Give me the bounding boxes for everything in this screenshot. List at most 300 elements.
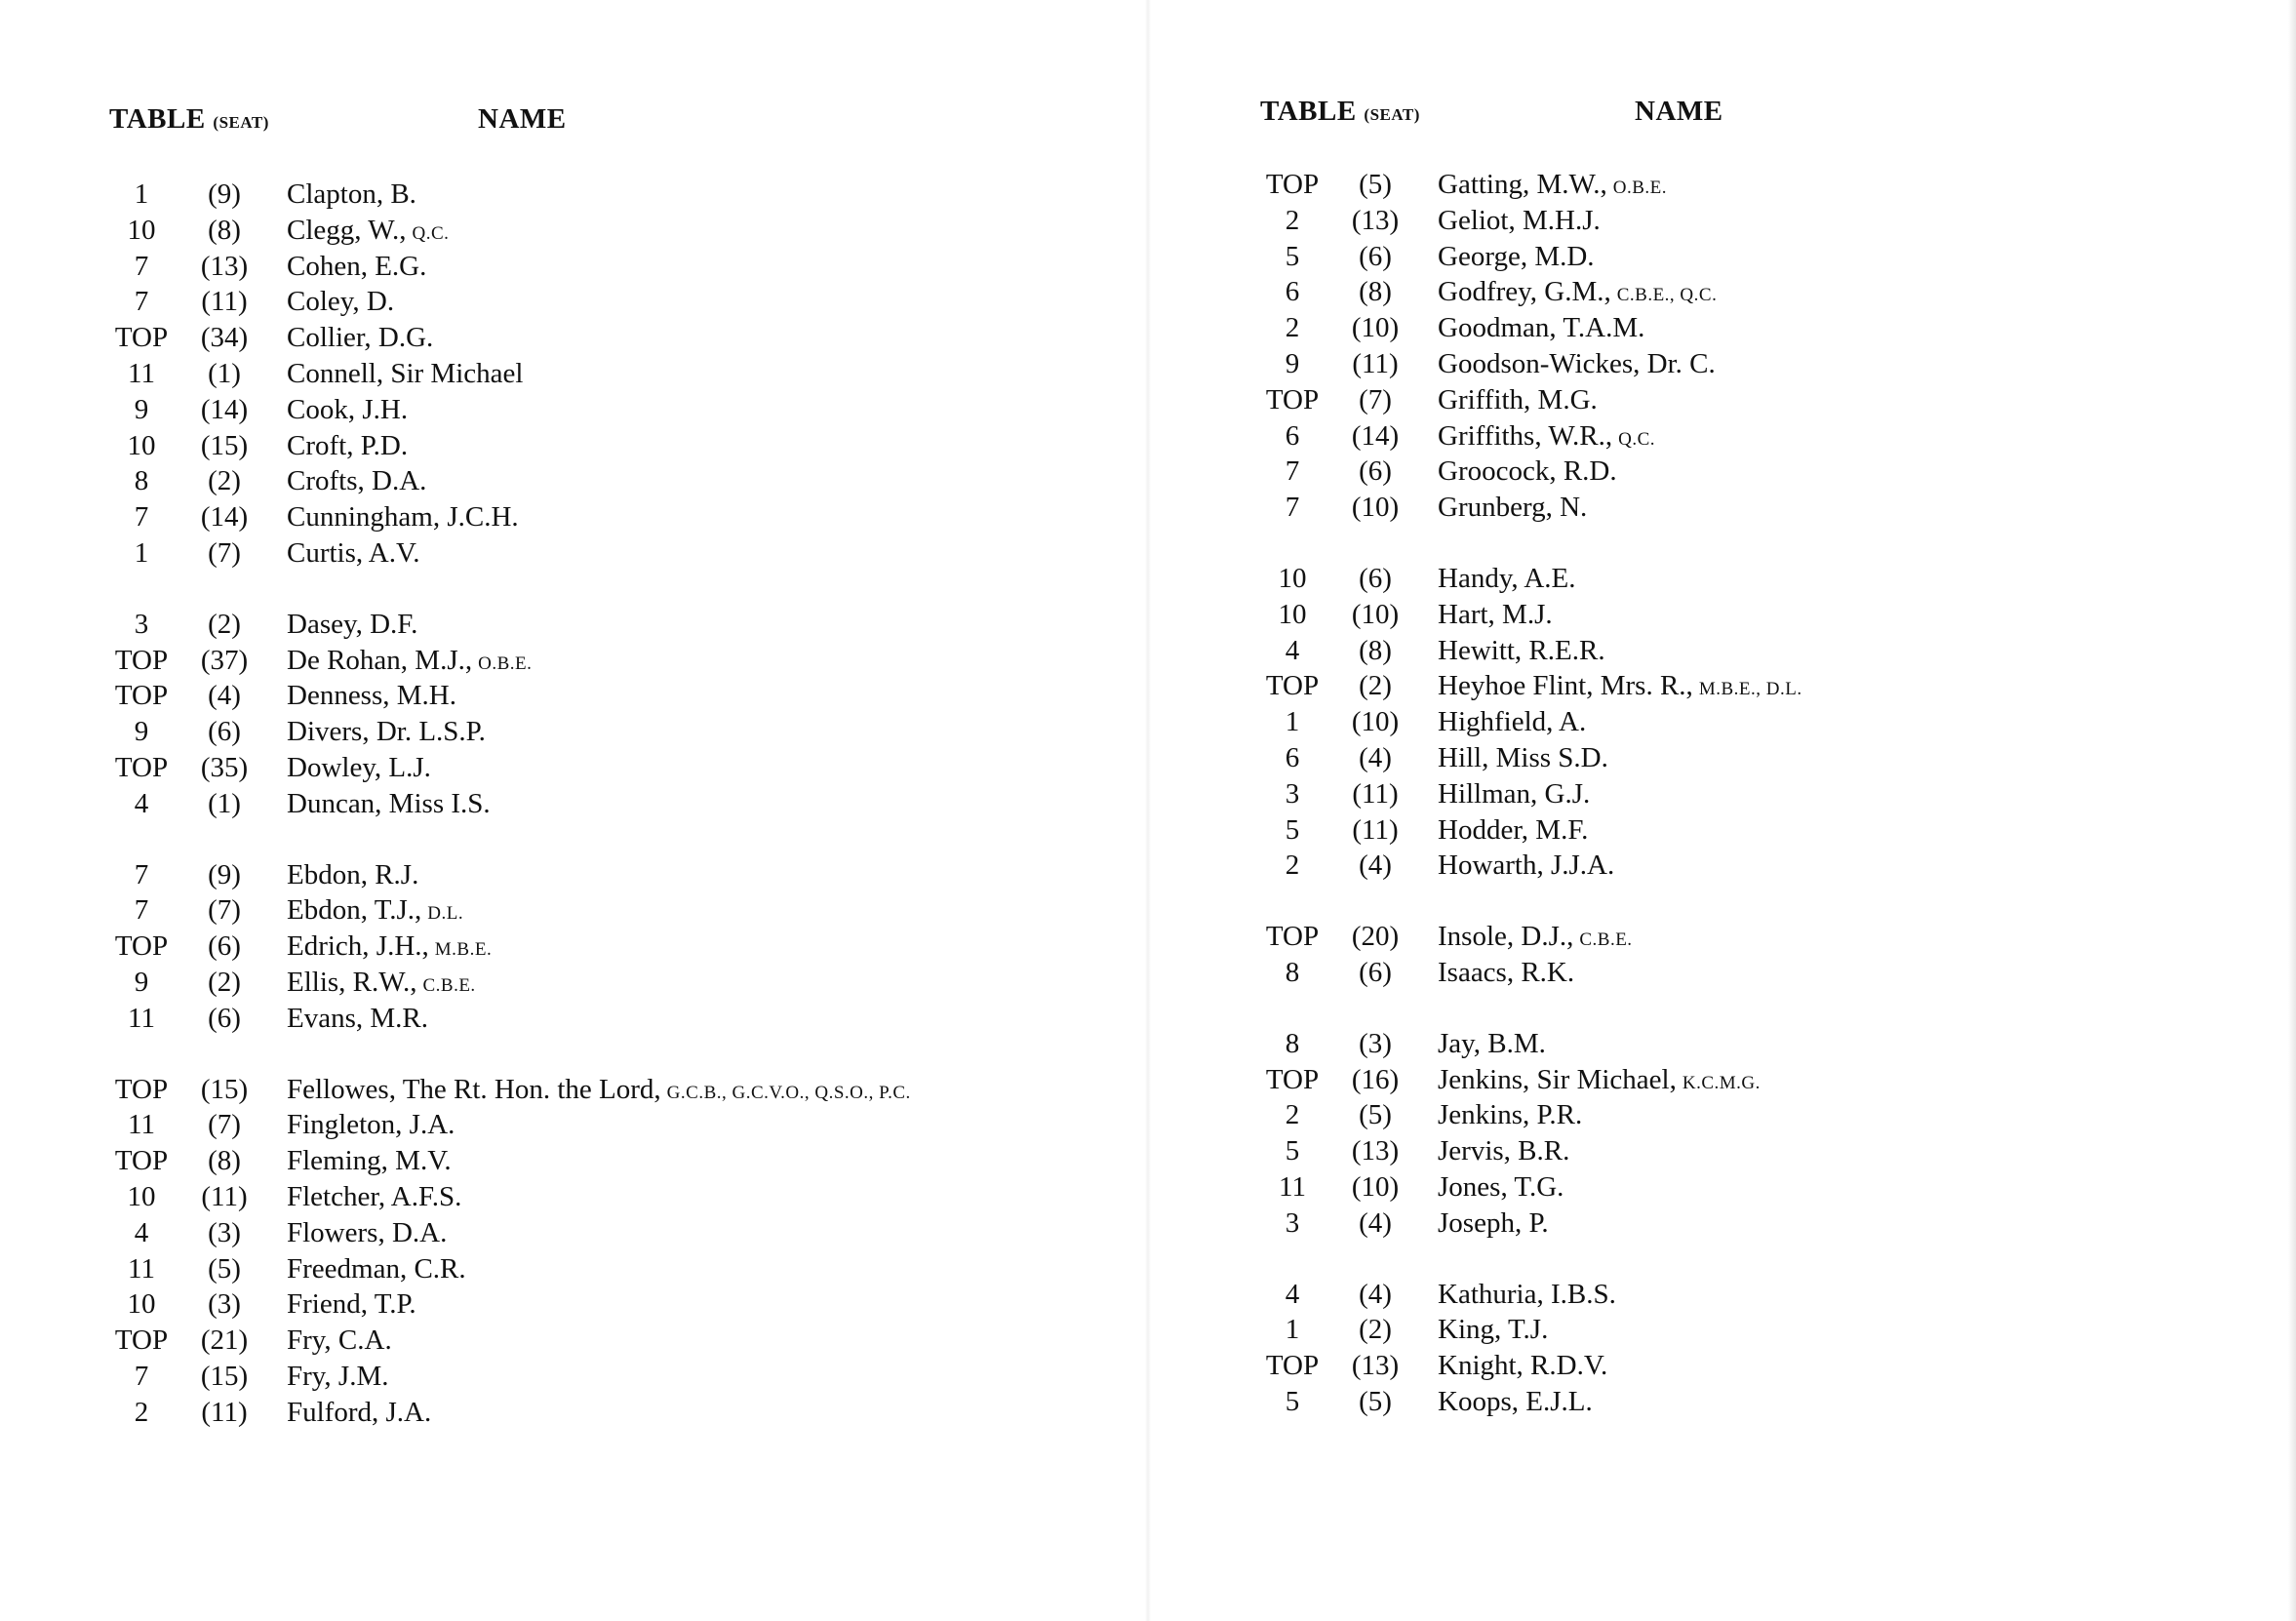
table-header: TABLE <box>1260 96 1357 127</box>
guest-name: Ebdon, T.J., <box>287 894 422 927</box>
guest-row <box>98 1001 1131 1037</box>
guest-name-cell <box>1438 561 1576 597</box>
guest-row <box>98 177 1131 213</box>
seat-number: (6) <box>208 716 241 748</box>
guest-honours: D.L. <box>427 903 464 925</box>
seat-number: (13) <box>1351 1350 1400 1382</box>
table-number: 1 <box>1285 1314 1300 1346</box>
seat-number: (10) <box>1351 312 1400 344</box>
guest-name: Clegg, W., <box>287 214 407 246</box>
seat-number: (13) <box>1351 1135 1400 1167</box>
guest-name: Fulford, J.A. <box>287 1396 432 1428</box>
seat-number: (1) <box>208 787 241 819</box>
guest-name: Denness, M.H. <box>287 680 456 712</box>
guest-name: Kathuria, I.B.S. <box>1438 1278 1616 1310</box>
guest-row <box>98 1179 1131 1215</box>
guest-row <box>1248 1133 2263 1169</box>
guest-row <box>1248 274 2263 310</box>
seat-number: (4) <box>1359 850 1392 882</box>
guest-row <box>98 965 1131 1001</box>
guest-name-cell <box>287 356 523 392</box>
guest-name-cell <box>1438 848 1614 884</box>
guest-row <box>1248 1169 2263 1206</box>
seat-number: (13) <box>200 250 249 282</box>
guest-name: King, T.J. <box>1438 1314 1549 1346</box>
guest-name: Ellis, R.W., <box>287 966 417 998</box>
table-number: 11 <box>128 1002 155 1034</box>
guest-name: George, M.D. <box>1438 240 1595 272</box>
guest-row <box>1248 1062 2263 1098</box>
guest-row <box>1248 633 2263 669</box>
guest-honours: C.B.E. <box>1579 929 1633 951</box>
table-number: 4 <box>1285 634 1300 666</box>
seat-number: (3) <box>208 1288 241 1321</box>
seat-number: (7) <box>208 894 241 927</box>
seat-number: (10) <box>1351 598 1400 630</box>
guest-name: Hillman, G.J. <box>1438 777 1591 810</box>
table-number: 2 <box>134 1396 149 1428</box>
guest-name: Fingleton, J.A. <box>287 1109 455 1141</box>
guest-name: Hodder, M.F. <box>1438 813 1589 846</box>
guest-row <box>1248 740 2263 776</box>
table-number: 8 <box>134 465 149 497</box>
table-number: TOP <box>114 680 169 712</box>
guest-name: Groocock, R.D. <box>1438 455 1617 488</box>
seat-number: (20) <box>1351 921 1400 953</box>
guest-row <box>1248 490 2263 526</box>
table-number: 6 <box>1285 741 1300 773</box>
table-number: 11 <box>128 1109 155 1141</box>
guest-name-cell <box>1438 310 1644 346</box>
guest-honours: C.B.E., Q.C. <box>1616 285 1718 306</box>
table-seat-header <box>109 103 269 136</box>
seat-number: (10) <box>1351 492 1400 524</box>
seat-number: (1) <box>208 357 241 389</box>
guest-row <box>98 1072 1131 1108</box>
guest-row <box>98 607 1131 643</box>
seat-number: (4) <box>1359 1278 1392 1310</box>
guest-name: Jay, B.M. <box>1438 1027 1546 1059</box>
right-page <box>1151 0 2282 1621</box>
guest-name-cell <box>287 714 486 750</box>
guest-name-cell <box>287 249 426 285</box>
guest-name-cell <box>287 607 417 643</box>
guest-row <box>98 678 1131 714</box>
guest-row <box>98 643 1131 679</box>
table-number: 8 <box>1285 956 1300 988</box>
guest-name: Jenkins, Sir Michael, <box>1438 1063 1677 1095</box>
guest-name-cell <box>287 786 491 822</box>
group-spacer <box>1248 884 2263 919</box>
guest-row <box>98 1286 1131 1323</box>
table-number: TOP <box>114 751 169 783</box>
seat-header: (SEAT) <box>1364 105 1420 124</box>
guest-name-cell <box>287 320 433 356</box>
guest-name: Jones, T.G. <box>1438 1170 1564 1203</box>
table-number: 5 <box>1285 240 1300 272</box>
seat-number: (7) <box>1359 383 1392 415</box>
table-number: 10 <box>127 1288 156 1321</box>
seat-number: (11) <box>1352 813 1399 846</box>
table-number: 8 <box>1285 1027 1300 1059</box>
guest-honours: O.B.E. <box>478 652 533 674</box>
guest-row <box>1248 919 2263 955</box>
table-number: 1 <box>1285 706 1300 738</box>
table-number: 2 <box>1285 1099 1300 1131</box>
table-number: TOP <box>1265 169 1320 200</box>
seat-number: (6) <box>1359 562 1392 594</box>
guest-name-cell <box>287 1323 392 1359</box>
guest-row <box>98 284 1131 320</box>
guest-name: Edrich, J.H., <box>287 930 429 963</box>
guest-name-cell <box>1438 955 1574 991</box>
guest-row <box>1248 776 2263 812</box>
guest-row <box>98 929 1131 965</box>
table-header: TABLE <box>109 103 206 135</box>
guest-name-cell <box>1438 1206 1549 1242</box>
seat-number: (7) <box>208 1109 241 1141</box>
guest-name-cell <box>287 892 463 932</box>
guest-name-cell <box>287 1286 416 1323</box>
seat-number: (10) <box>1351 706 1400 738</box>
guest-name-cell <box>1438 668 1802 708</box>
table-number: 9 <box>1285 347 1300 379</box>
guest-name-cell <box>1438 274 1717 314</box>
guest-name: Joseph, P. <box>1438 1206 1549 1239</box>
seat-number: (6) <box>1359 455 1392 488</box>
guest-name: Goodson-Wickes, Dr. C. <box>1438 347 1716 379</box>
guest-name: Grunberg, N. <box>1438 492 1588 524</box>
guest-name: Dowley, L.J. <box>287 751 431 783</box>
left-page <box>0 0 1145 1621</box>
guest-row <box>1248 454 2263 490</box>
seat-number: (14) <box>200 501 249 534</box>
guest-name-cell <box>287 1179 461 1215</box>
page-edge-shadow <box>2288 0 2296 1621</box>
guest-name: Gatting, M.W., <box>1438 169 1607 200</box>
guest-honours: M.B.E., D.L. <box>1698 679 1802 700</box>
guest-name-cell <box>287 643 532 683</box>
table-number: 4 <box>1285 1278 1300 1310</box>
guest-name-cell <box>1438 1062 1761 1102</box>
guest-name-cell <box>1438 1133 1569 1169</box>
guest-name-cell <box>287 678 456 714</box>
seat-number: (2) <box>1359 670 1392 702</box>
table-number: 5 <box>1285 813 1300 846</box>
seat-number: (16) <box>1351 1063 1400 1095</box>
guest-name-cell <box>1438 490 1587 526</box>
guest-name-cell <box>287 965 476 1005</box>
table-number: TOP <box>114 1073 169 1105</box>
table-number: 1 <box>134 178 149 210</box>
guest-row <box>1248 704 2263 740</box>
guest-row <box>1248 848 2263 884</box>
guest-name: Geliot, M.H.J. <box>1438 204 1601 236</box>
table-number: 4 <box>134 787 149 819</box>
guest-row <box>1248 1348 2263 1384</box>
table-number: 5 <box>1285 1135 1300 1167</box>
table-number: 11 <box>128 357 155 389</box>
guest-row <box>98 1251 1131 1287</box>
guest-name: Coley, D. <box>287 286 395 318</box>
seat-number: (8) <box>1359 276 1392 308</box>
table-number: 9 <box>134 966 149 998</box>
guest-name-cell <box>1438 1277 1616 1313</box>
seat-number: (2) <box>208 966 241 998</box>
seat-number: (15) <box>200 1360 249 1392</box>
table-number: 1 <box>134 536 149 569</box>
seat-number: (6) <box>208 930 241 963</box>
seat-number: (3) <box>208 1216 241 1248</box>
guest-name-cell <box>287 750 431 786</box>
guest-row <box>98 1215 1131 1251</box>
guest-name: Fletcher, A.F.S. <box>287 1180 462 1212</box>
table-number: TOP <box>1265 670 1320 702</box>
seat-number: (8) <box>1359 634 1392 666</box>
guest-name: Connell, Sir Michael <box>287 357 524 389</box>
guest-row <box>1248 1097 2263 1133</box>
guest-name-cell <box>1438 597 1553 633</box>
guest-name: Ebdon, R.J. <box>287 858 419 890</box>
guest-name: Insole, D.J., <box>1438 921 1574 953</box>
guest-name-cell <box>287 177 416 213</box>
guest-row <box>98 750 1131 786</box>
guest-row <box>1248 382 2263 418</box>
seat-number: (5) <box>1359 169 1392 200</box>
guest-row <box>98 786 1131 822</box>
guest-name-cell <box>287 1072 911 1112</box>
guest-name: Howarth, J.J.A. <box>1438 850 1615 882</box>
seat-number: (15) <box>200 429 249 461</box>
table-number: TOP <box>1265 383 1320 415</box>
table-number: 10 <box>127 1180 156 1212</box>
guest-name: Croft, P.D. <box>287 429 409 461</box>
guest-name: Isaacs, R.K. <box>1438 956 1575 988</box>
guest-name-cell <box>1438 167 1667 207</box>
guest-name: Godfrey, G.M., <box>1438 276 1611 308</box>
guest-name-cell <box>287 1251 466 1287</box>
guest-name-cell <box>287 857 418 893</box>
seat-number: (15) <box>200 1073 249 1105</box>
guest-name: Fellowes, The Rt. Hon. the Lord, <box>287 1073 661 1105</box>
guest-row <box>98 857 1131 893</box>
guest-row <box>98 1323 1131 1359</box>
guest-name: Hewitt, R.E.R. <box>1438 634 1605 666</box>
guest-row <box>98 320 1131 356</box>
guest-row <box>1248 561 2263 597</box>
guest-row <box>1248 812 2263 849</box>
table-number: 11 <box>128 1252 155 1285</box>
seat-number: (2) <box>208 608 241 640</box>
seat-number: (8) <box>208 214 241 246</box>
group-spacer <box>98 822 1131 857</box>
guest-name-cell <box>287 1359 388 1395</box>
guest-name: Evans, M.R. <box>287 1002 428 1034</box>
table-number: 7 <box>134 858 149 890</box>
guest-name-cell <box>1438 239 1595 275</box>
guest-name: Divers, Dr. L.S.P. <box>287 716 486 748</box>
guest-row <box>98 1395 1131 1431</box>
seat-number: (14) <box>200 393 249 425</box>
table-number: TOP <box>114 930 169 963</box>
guest-name: Heyhoe Flint, Mrs. R., <box>1438 670 1693 702</box>
guest-row <box>98 1359 1131 1395</box>
table-number: 3 <box>1285 777 1300 810</box>
seat-number: (5) <box>208 1252 241 1285</box>
guest-honours: C.B.E. <box>422 974 476 996</box>
guest-name-cell <box>1438 919 1633 959</box>
table-number: 9 <box>134 393 149 425</box>
guest-name-cell <box>1438 1169 1564 1206</box>
guest-name: Freedman, C.R. <box>287 1252 466 1285</box>
guest-name-cell <box>1438 1348 1607 1384</box>
seating-list <box>1248 167 2263 1420</box>
seat-number: (9) <box>208 858 241 890</box>
guest-row <box>98 535 1131 572</box>
guest-name: Cohen, E.G. <box>287 250 427 282</box>
guest-name-cell <box>287 499 519 535</box>
guest-row <box>98 892 1131 929</box>
guest-row <box>1248 668 2263 704</box>
guest-row <box>1248 239 2263 275</box>
guest-row <box>1248 167 2263 203</box>
table-number: 9 <box>134 716 149 748</box>
guest-row <box>98 1143 1131 1179</box>
name-header: NAME <box>478 103 567 135</box>
guest-row <box>1248 310 2263 346</box>
guest-row <box>1248 597 2263 633</box>
guest-name: Curtis, A.V. <box>287 536 420 569</box>
seat-number: (3) <box>1359 1027 1392 1059</box>
group-spacer <box>98 572 1131 607</box>
guest-row <box>98 1107 1131 1143</box>
guest-name: Cook, J.H. <box>287 393 409 425</box>
seat-number: (6) <box>1359 956 1392 988</box>
guest-name: De Rohan, M.J., <box>287 644 473 676</box>
guest-name-cell <box>287 463 426 499</box>
group-spacer <box>1248 991 2263 1026</box>
guest-name-cell <box>1438 776 1590 812</box>
table-number: TOP <box>1265 1350 1320 1382</box>
seat-number: (7) <box>208 536 241 569</box>
seat-number: (4) <box>1359 741 1392 773</box>
seat-number: (13) <box>1351 204 1400 236</box>
table-number: 7 <box>134 286 149 318</box>
guest-name: Hart, M.J. <box>1438 598 1553 630</box>
guest-name-cell <box>1438 1312 1548 1348</box>
seat-number: (11) <box>1352 347 1399 379</box>
table-number: 7 <box>134 1360 149 1392</box>
guest-row <box>1248 418 2263 455</box>
seat-number: (11) <box>1352 777 1399 810</box>
guest-row <box>98 463 1131 499</box>
guest-name: Hill, Miss S.D. <box>1438 741 1608 773</box>
seat-number: (2) <box>208 465 241 497</box>
guest-row <box>1248 203 2263 239</box>
guest-row <box>98 249 1131 285</box>
table-number: 10 <box>1278 598 1307 630</box>
table-number: 4 <box>134 1216 149 1248</box>
guest-name: Jenkins, P.R. <box>1438 1099 1583 1131</box>
guest-name-cell <box>287 1143 452 1179</box>
guest-honours: M.B.E. <box>434 939 493 961</box>
seat-number: (6) <box>208 1002 241 1034</box>
guest-name-cell <box>287 284 394 320</box>
table-number: 3 <box>134 608 149 640</box>
table-number: 6 <box>1285 276 1300 308</box>
guest-name-cell <box>1438 633 1605 669</box>
table-number: 2 <box>1285 312 1300 344</box>
guest-name: Dasey, D.F. <box>287 608 418 640</box>
guest-name-cell <box>1438 203 1601 239</box>
seat-number: (10) <box>1351 1170 1400 1203</box>
table-number: 7 <box>1285 492 1300 524</box>
guest-name-cell <box>1438 812 1588 849</box>
table-number: TOP <box>114 1324 169 1357</box>
guest-name-cell <box>1438 1384 1593 1420</box>
seat-number: (11) <box>201 1180 248 1212</box>
table-number: 2 <box>1285 204 1300 236</box>
seat-number: (8) <box>208 1145 241 1177</box>
guest-honours: G.C.B., G.C.V.O., Q.S.O., P.C. <box>666 1082 911 1103</box>
table-number: 6 <box>1285 419 1300 452</box>
guest-row <box>1248 1026 2263 1062</box>
table-number: 3 <box>1285 1206 1300 1239</box>
seat-header: (SEAT) <box>213 113 269 132</box>
table-number: TOP <box>1265 1063 1320 1095</box>
guest-name: Jervis, B.R. <box>1438 1135 1570 1167</box>
guest-name-cell <box>1438 1026 1546 1062</box>
guest-name: Flowers, D.A. <box>287 1216 448 1248</box>
guest-name: Fleming, M.V. <box>287 1145 452 1177</box>
table-number: 10 <box>127 429 156 461</box>
guest-name: Griffiths, W.R., <box>1438 419 1613 452</box>
seat-number: (5) <box>1359 1099 1392 1131</box>
table-number: TOP <box>114 1145 169 1177</box>
guest-name-cell <box>1438 454 1617 490</box>
seat-number: (21) <box>200 1324 249 1357</box>
guest-name-cell <box>1438 346 1716 382</box>
guest-name-cell <box>287 1395 431 1431</box>
guest-name-cell <box>287 1215 447 1251</box>
table-number: 10 <box>127 214 156 246</box>
seat-number: (2) <box>1359 1314 1392 1346</box>
group-spacer <box>1248 1242 2263 1277</box>
guest-name-cell <box>287 535 419 572</box>
guest-name: Collier, D.G. <box>287 322 434 354</box>
table-number: 7 <box>134 501 149 534</box>
guest-name-cell <box>287 428 408 464</box>
table-number: 5 <box>1285 1385 1300 1417</box>
guest-name: Goodman, T.A.M. <box>1438 312 1645 344</box>
seat-number: (4) <box>208 680 241 712</box>
guest-row <box>98 213 1131 249</box>
guest-row <box>98 499 1131 535</box>
guest-row <box>1248 1206 2263 1242</box>
guest-name: Clapton, B. <box>287 178 416 210</box>
guest-row <box>98 392 1131 428</box>
guest-name-cell <box>287 929 492 969</box>
guest-honours: O.B.E. <box>1612 178 1667 198</box>
guest-honours: Q.C. <box>1618 428 1656 450</box>
guest-name-cell <box>1438 1097 1582 1133</box>
guest-name: Crofts, D.A. <box>287 465 427 497</box>
guest-name-cell <box>287 1107 455 1143</box>
guest-row <box>98 356 1131 392</box>
guest-name: Highfield, A. <box>1438 706 1587 738</box>
guest-name-cell <box>1438 382 1598 418</box>
guest-name: Griffith, M.G. <box>1438 383 1598 415</box>
